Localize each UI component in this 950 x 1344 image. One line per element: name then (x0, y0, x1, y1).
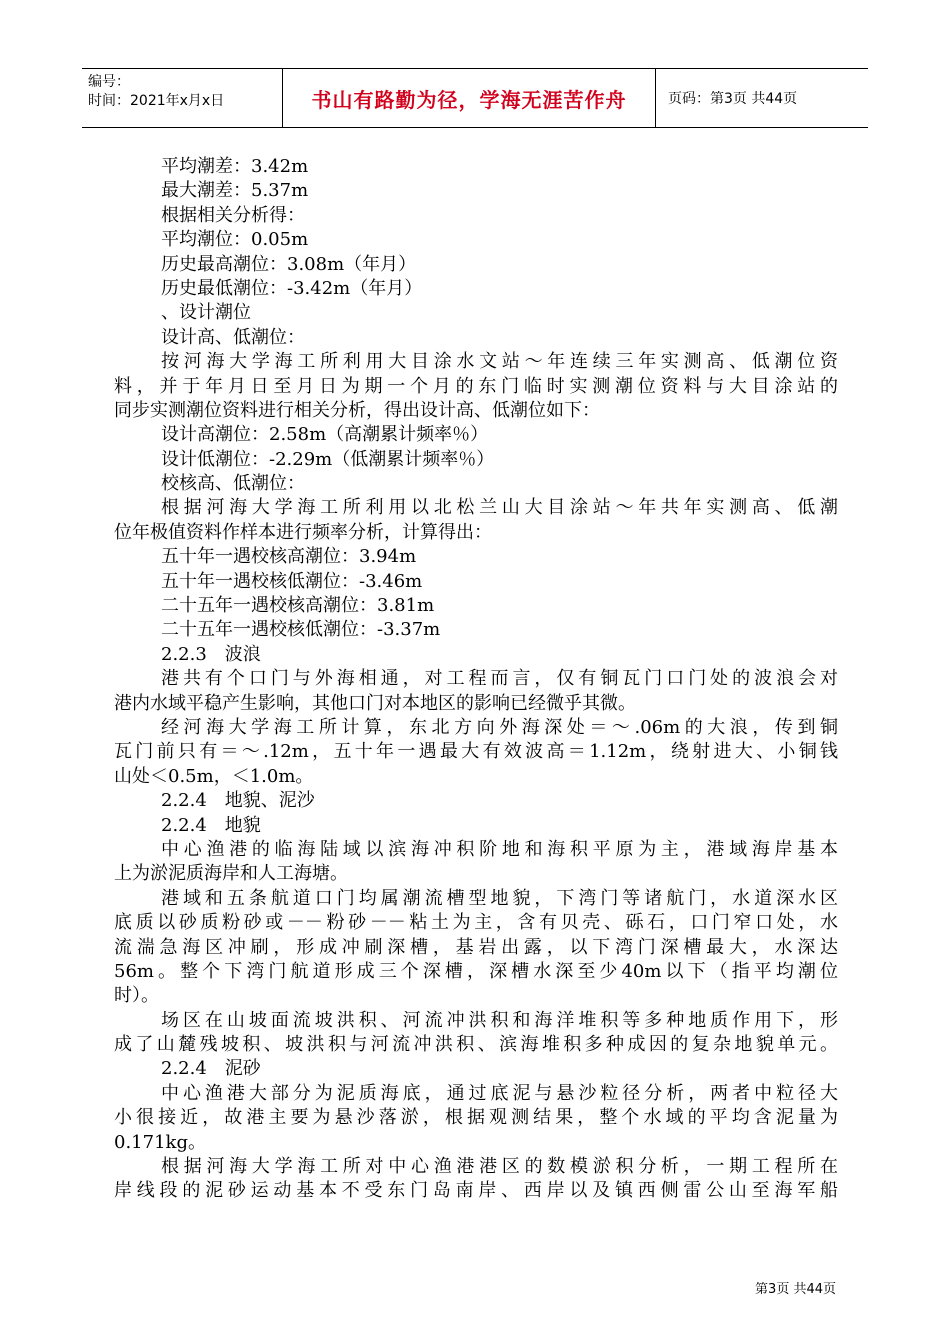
text-line: 五十年一遇校核高潮位：3.94m (161, 546, 417, 568)
text-line: 最大潮差：5.37m (161, 180, 309, 202)
text-line: 56m。整个下湾门航道形成三个深槽，深槽水深至少40m以下（指平均潮位 (114, 960, 838, 982)
text-line: 场区在山坡面流坡洪积、河流冲洪积和海洋堆积等多种地质作用下，形 (161, 1009, 838, 1031)
text-line: 位年极值资料作样本进行频率分析，计算得出： (114, 521, 492, 543)
page-header (82, 68, 868, 128)
text-line: 同步实测潮位资料进行相关分析，得出设计高、低潮位如下： (114, 399, 600, 421)
text-line: 成了山麓残坡积、坡洪积与河流冲洪积、滨海堆积多种成因的复杂地貌单元。 (114, 1034, 838, 1056)
text-line: 2.2.4 地貌、泥沙 (161, 790, 315, 812)
text-line: 中心渔港大部分为泥质海底，通过底泥与悬沙粒径分析，两者中粒径大 (161, 1082, 838, 1104)
text-line: 根据河海大学海工所对中心渔港港区的数模淤积分析，一期工程所在 (161, 1156, 838, 1178)
text-line: 、设计潮位 (161, 302, 251, 324)
document-time: 时间：2021年x月x日 (88, 93, 225, 109)
text-line: 根据河海大学海工所利用以北松兰山大目涂站～年共年实测高、低潮 (161, 497, 838, 519)
text-line: 0.171kg。 (114, 1131, 206, 1153)
text-line: 中心渔港的临海陆域以滨海冲积阶地和海积平原为主，港域海岸基本 (161, 838, 838, 860)
text-line: 港内水域平稳产生影响，其他口门对本地区的影响已经微乎其微。 (114, 692, 636, 714)
text-line: 设计低潮位：-2.29m（低潮累计频率％） (161, 448, 495, 470)
text-line: 设计高潮位：2.58m（高潮累计频率％） (161, 424, 489, 446)
header-meta (82, 69, 283, 127)
text-line: 经河海大学海工所计算，东北方向外海深处＝～.06m的大浪，传到铜 (161, 716, 838, 738)
text-line: 岸线段的泥砂运动基本不受东门岛南岸、西岸以及镇西侧雷公山至海军船 (114, 1180, 838, 1202)
text-line: 根据相关分析得： (161, 204, 305, 226)
text-line: 上为淤泥质海岸和人工海塘。 (114, 863, 348, 885)
text-line: 五十年一遇校核低潮位：-3.46m (161, 570, 423, 592)
text-line: 瓦门前只有＝～.12m，五十年一遇最大有效波高＝1.12m，绕射进大、小铜钱 (114, 741, 838, 763)
header-page-info: 页码：第3页 共44页 (668, 91, 798, 107)
text-line: 小很接近，故港主要为悬沙落淤，根据观测结果，整个水域的平均含泥量为 (114, 1107, 838, 1129)
text-line: 校核高、低潮位： (161, 473, 305, 495)
text-line: 按河海大学海工所利用大目涂水文站～年连续三年实测高、低潮位资 (161, 351, 838, 373)
text-line: 平均潮位：0.05m (161, 229, 309, 251)
text-line: 料，并于年月日至月日为期一个月的东门临时实测潮位资料与大目涂站的 (114, 375, 838, 397)
page-footer: 第3页 共44页 (755, 1282, 836, 1297)
text-line: 2.2.4 地貌 (161, 814, 261, 836)
text-line: 历史最低潮位：-3.42m（年月） (161, 277, 423, 299)
document-body (114, 155, 838, 1204)
text-line: 底质以砂质粉砂或－－粉砂－－粘土为主，含有贝壳、砾石，口门窄口处，水 (114, 912, 838, 934)
text-line: 历史最高潮位：3.08m（年月） (161, 253, 417, 275)
text-line: 平均潮差：3.42m (161, 156, 309, 177)
text-line: 港域和五条航道口门均属潮流槽型地貌，下湾门等诸航门，水道深水区 (161, 887, 838, 909)
header-motto: 书山有路勤为径，学海无涯苦作舟 (283, 69, 656, 127)
text-line: 流湍急海区冲刷，形成冲刷深槽，基岩出露，以下湾门深槽最大，水深达 (114, 936, 838, 958)
text-line: 二十五年一遇校核高潮位：3.81m (161, 595, 435, 617)
text-line: 二十五年一遇校核低潮位：-3.37m (161, 619, 441, 641)
text-line: 设计高、低潮位： (161, 326, 305, 348)
text-line: 2.2.4 泥砂 (161, 1058, 261, 1080)
text-line: 时）。 (114, 985, 159, 1007)
document-number: 编号： (88, 74, 130, 90)
text-line: 山处＜0.5m，＜1.0m。 (114, 765, 314, 787)
text-line: 港共有个口门与外海相通，对工程而言，仅有铜瓦门口门处的波浪会对 (161, 668, 838, 690)
text-line: 2.2.3 波浪 (161, 643, 261, 665)
